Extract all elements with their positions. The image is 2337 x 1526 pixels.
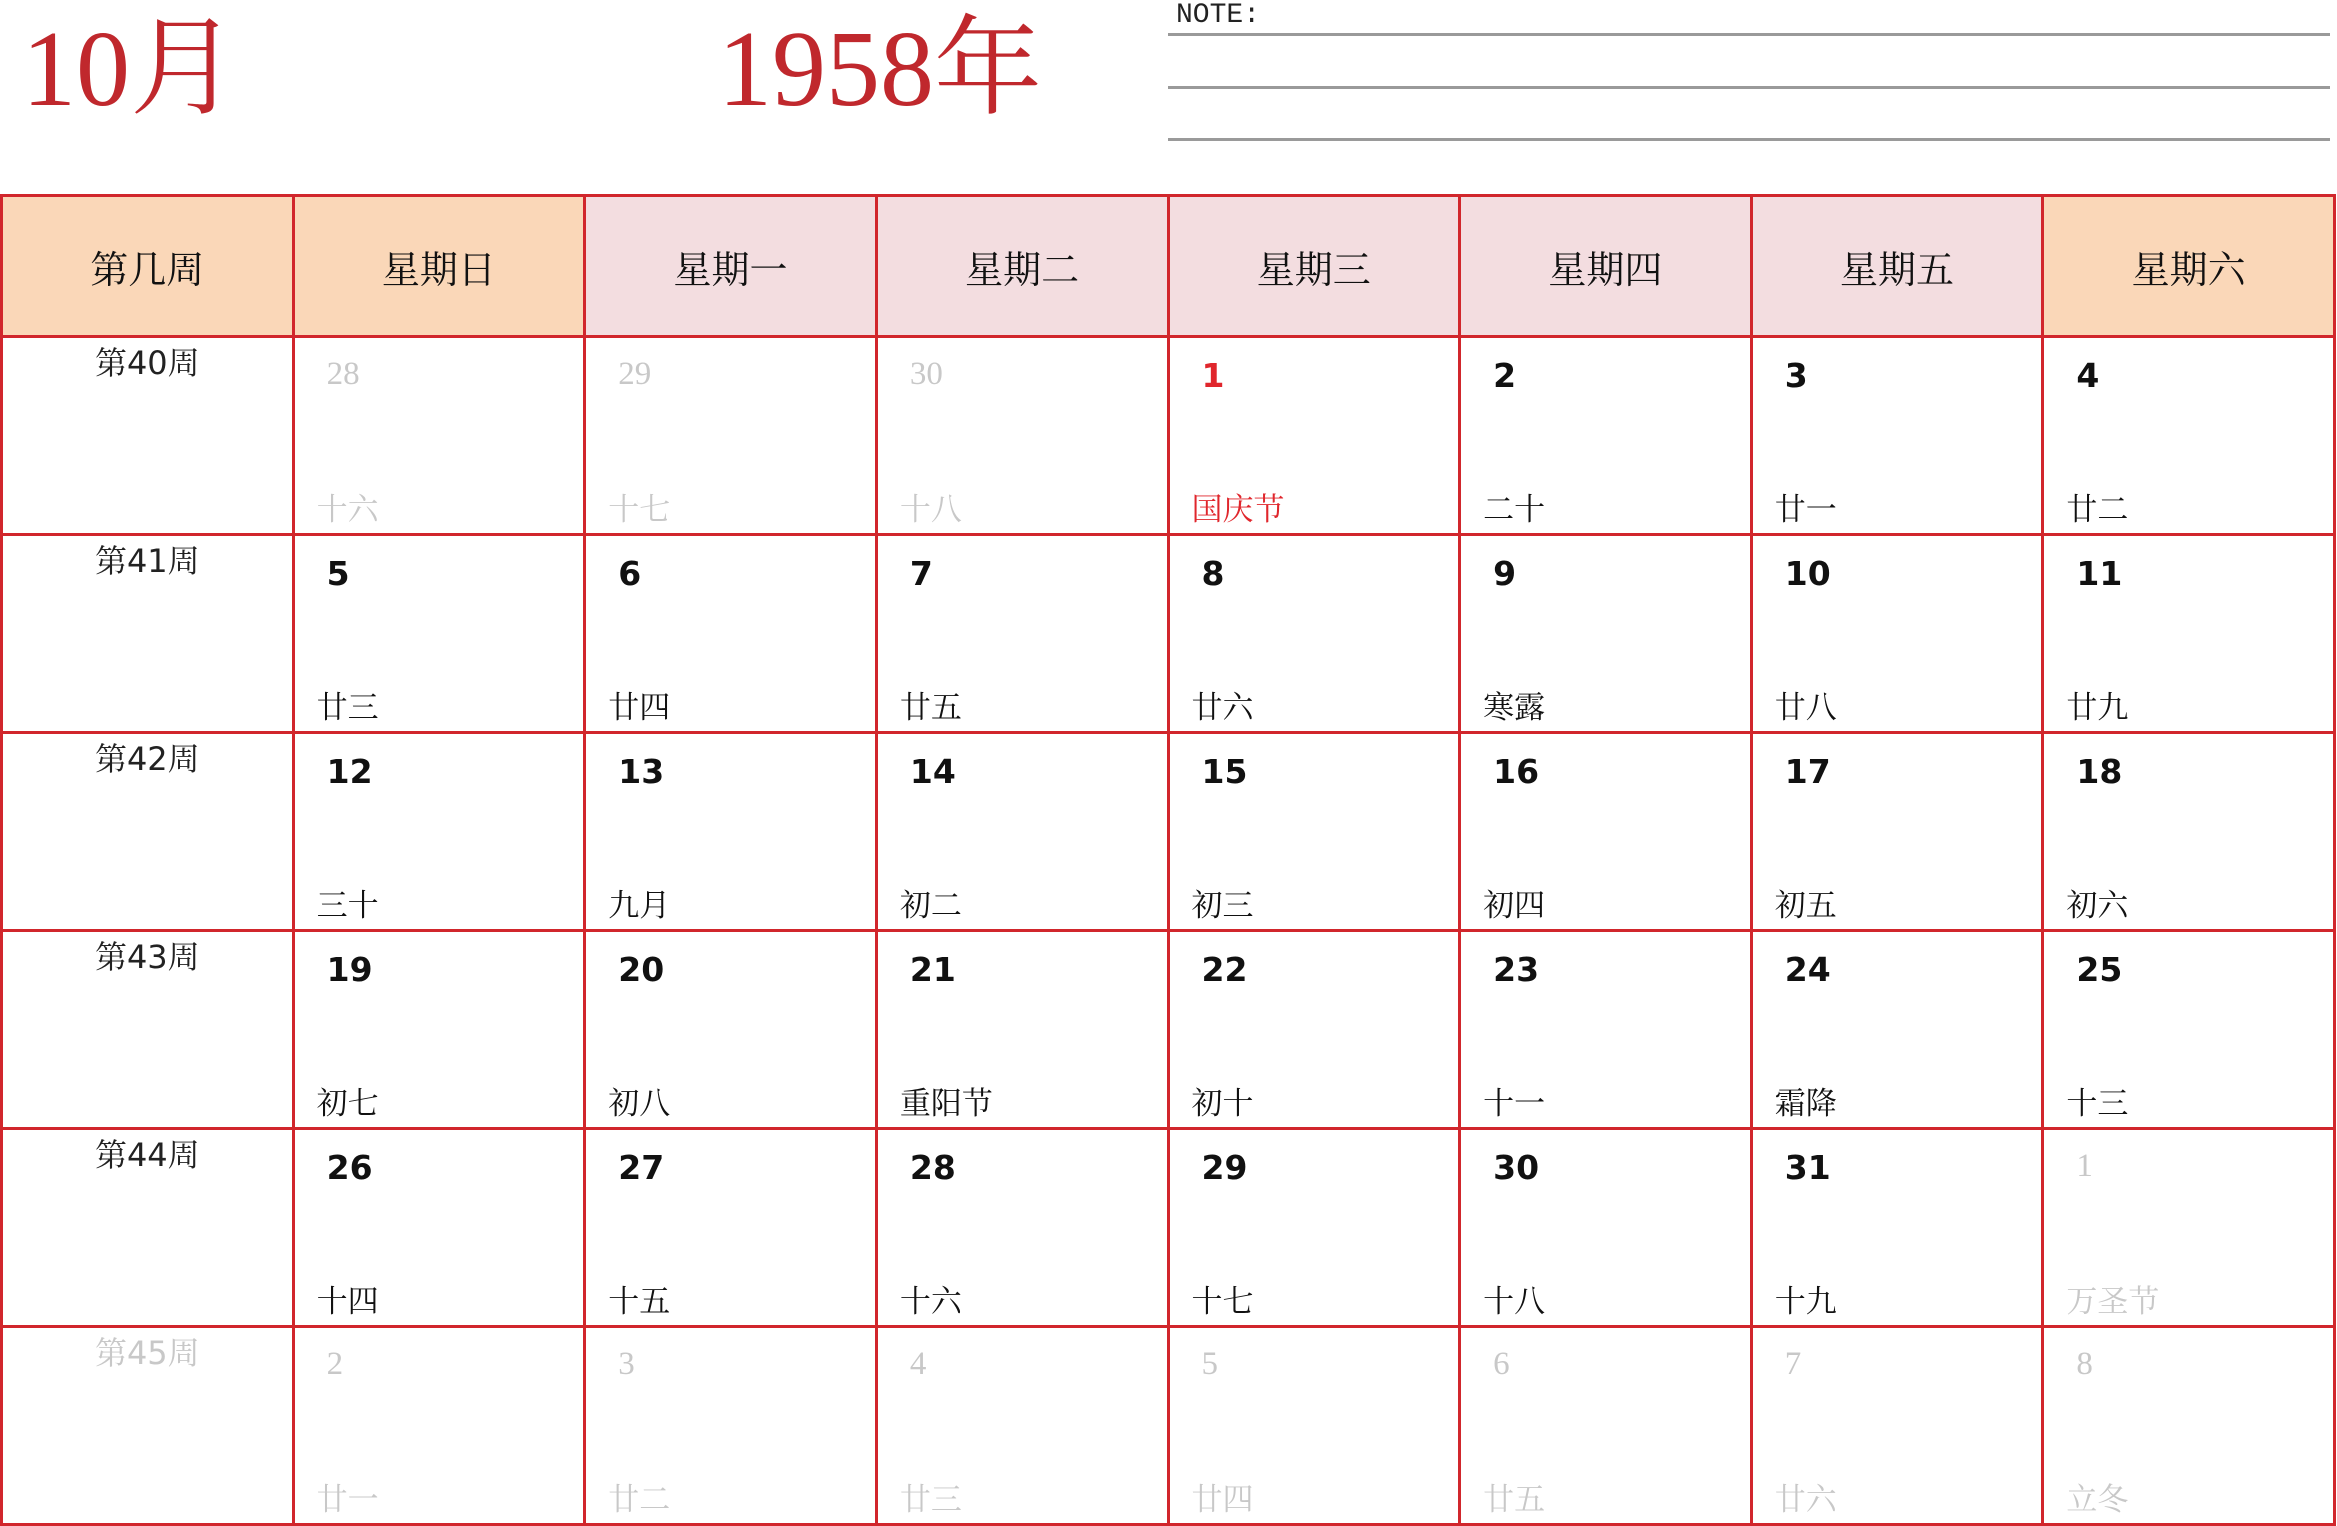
day-cell[interactable] bbox=[585, 733, 877, 931]
day-cell[interactable] bbox=[2043, 733, 2335, 931]
lunar-date: 九月 bbox=[608, 888, 671, 924]
day-number: 10 bbox=[1784, 554, 1831, 593]
lunar-date: 初二 bbox=[899, 888, 962, 924]
day-cell[interactable] bbox=[293, 1129, 585, 1327]
day-number: 4 bbox=[909, 1346, 927, 1382]
day-number: 5 bbox=[326, 554, 350, 593]
day-number: 6 bbox=[1493, 1346, 1510, 1382]
day-number: 25 bbox=[2076, 950, 2123, 989]
note-line bbox=[1168, 33, 2330, 36]
week-row bbox=[2, 1327, 2335, 1525]
year-title: 1958年 bbox=[718, 10, 1043, 129]
day-number: 28 bbox=[326, 356, 360, 392]
day-cell[interactable] bbox=[585, 337, 877, 535]
day-cell[interactable] bbox=[585, 1327, 877, 1525]
day-number: 3 bbox=[1784, 356, 1808, 395]
lunar-date: 万圣节 bbox=[2066, 1284, 2160, 1320]
day-number: 24 bbox=[1784, 950, 1831, 989]
day-number: 22 bbox=[1201, 950, 1248, 989]
lunar-date: 霜降 bbox=[1774, 1086, 1837, 1122]
header-friday: 星期五 bbox=[1751, 196, 2043, 337]
day-cell[interactable] bbox=[1460, 535, 1752, 733]
lunar-date: 廿六 bbox=[1774, 1482, 1837, 1518]
week-number-cell: 第44周 bbox=[2, 1129, 294, 1327]
lunar-date: 十八 bbox=[899, 492, 962, 528]
day-number: 18 bbox=[2076, 752, 2123, 791]
note-line bbox=[1168, 86, 2330, 89]
week-number-cell: 第45周 bbox=[2, 1327, 294, 1525]
day-number: 14 bbox=[909, 752, 956, 791]
day-number: 27 bbox=[618, 1148, 665, 1187]
header-wednesday: 星期三 bbox=[1168, 196, 1460, 337]
day-cell[interactable] bbox=[1751, 931, 2043, 1129]
day-cell[interactable] bbox=[1168, 1327, 1460, 1525]
day-number: 4 bbox=[2076, 356, 2100, 395]
lunar-date: 初八 bbox=[608, 1086, 671, 1122]
day-cell[interactable] bbox=[1168, 931, 1460, 1129]
day-number: 26 bbox=[326, 1148, 373, 1187]
day-number: 17 bbox=[1784, 752, 1831, 791]
lunar-date: 十六 bbox=[316, 492, 379, 528]
lunar-date: 初五 bbox=[1774, 888, 1837, 924]
lunar-date: 三十 bbox=[316, 888, 379, 924]
day-cell[interactable] bbox=[1460, 337, 1752, 535]
lunar-date: 廿三 bbox=[899, 1482, 962, 1518]
lunar-date: 十七 bbox=[1191, 1284, 1254, 1320]
day-number: 2 bbox=[326, 1346, 344, 1382]
header-saturday: 星期六 bbox=[2043, 196, 2335, 337]
day-cell[interactable] bbox=[585, 931, 877, 1129]
day-cell[interactable] bbox=[1751, 535, 2043, 733]
day-number: 9 bbox=[1493, 554, 1517, 593]
lunar-date: 重阳节 bbox=[899, 1086, 993, 1122]
day-number: 30 bbox=[909, 356, 943, 392]
lunar-date: 廿八 bbox=[1774, 690, 1837, 726]
day-number: 28 bbox=[909, 1148, 956, 1187]
day-number: 2 bbox=[1493, 356, 1517, 395]
day-cell[interactable] bbox=[585, 535, 877, 733]
day-cell[interactable] bbox=[876, 931, 1168, 1129]
day-cell[interactable] bbox=[293, 337, 585, 535]
lunar-date: 十三 bbox=[2066, 1086, 2129, 1122]
day-number: 13 bbox=[618, 752, 665, 791]
header-week-number: 第几周 bbox=[2, 196, 294, 337]
lunar-date: 廿二 bbox=[608, 1482, 671, 1518]
day-number: 7 bbox=[1784, 1346, 1802, 1382]
lunar-date: 十四 bbox=[316, 1284, 379, 1320]
day-number: 7 bbox=[909, 554, 933, 593]
day-cell[interactable] bbox=[2043, 931, 2335, 1129]
day-cell[interactable] bbox=[876, 337, 1168, 535]
day-cell[interactable] bbox=[2043, 1327, 2335, 1525]
lunar-date: 初六 bbox=[2066, 888, 2129, 924]
lunar-date: 十一 bbox=[1483, 1086, 1546, 1122]
day-cell[interactable] bbox=[876, 1129, 1168, 1327]
header-monday: 星期一 bbox=[585, 196, 877, 337]
lunar-date: 廿一 bbox=[1774, 492, 1837, 528]
week-number-cell: 第41周 bbox=[2, 535, 294, 733]
lunar-date: 廿五 bbox=[1483, 1482, 1546, 1518]
day-number: 12 bbox=[326, 752, 373, 791]
day-number: 16 bbox=[1493, 752, 1540, 791]
lunar-date: 初三 bbox=[1191, 888, 1254, 924]
day-cell[interactable] bbox=[1168, 337, 1460, 535]
day-number: 29 bbox=[618, 356, 652, 392]
day-number: 19 bbox=[326, 950, 373, 989]
day-number: 21 bbox=[909, 950, 956, 989]
day-cell[interactable] bbox=[1168, 1129, 1460, 1327]
day-number: 1 bbox=[2076, 1148, 2093, 1184]
day-number: 30 bbox=[1493, 1148, 1540, 1187]
day-cell[interactable] bbox=[876, 535, 1168, 733]
lunar-date: 十九 bbox=[1774, 1284, 1837, 1320]
day-cell[interactable] bbox=[1460, 931, 1752, 1129]
day-cell[interactable] bbox=[1751, 1327, 2043, 1525]
header-tuesday: 星期二 bbox=[876, 196, 1168, 337]
lunar-date: 廿二 bbox=[2066, 492, 2129, 528]
day-cell[interactable] bbox=[2043, 535, 2335, 733]
lunar-date: 初四 bbox=[1483, 888, 1546, 924]
lunar-date: 十八 bbox=[1483, 1284, 1546, 1320]
day-cell[interactable] bbox=[2043, 1129, 2335, 1327]
lunar-date: 初七 bbox=[316, 1086, 379, 1122]
lunar-date: 国庆节 bbox=[1191, 492, 1285, 528]
calendar-grid bbox=[0, 194, 2336, 1526]
day-cell[interactable] bbox=[1460, 1129, 1752, 1327]
lunar-date: 廿六 bbox=[1191, 690, 1254, 726]
week-row bbox=[2, 1129, 2335, 1327]
header-sunday: 星期日 bbox=[293, 196, 585, 337]
lunar-date: 廿一 bbox=[316, 1482, 379, 1518]
day-cell[interactable] bbox=[1460, 1327, 1752, 1525]
month-title: 10月 bbox=[22, 10, 239, 129]
calendar-body bbox=[2, 337, 2335, 1525]
day-number: 5 bbox=[1201, 1346, 1218, 1382]
day-cell[interactable] bbox=[1751, 1129, 2043, 1327]
header-thursday: 星期四 bbox=[1460, 196, 1752, 337]
lunar-date: 十五 bbox=[608, 1284, 671, 1320]
day-number: 23 bbox=[1493, 950, 1540, 989]
week-number-cell: 第42周 bbox=[2, 733, 294, 931]
lunar-date: 廿五 bbox=[899, 690, 962, 726]
day-number: 6 bbox=[618, 554, 642, 593]
note-label: NOTE: bbox=[1176, 0, 1261, 31]
lunar-date: 十六 bbox=[899, 1284, 962, 1320]
day-cell[interactable] bbox=[585, 1129, 877, 1327]
week-row bbox=[2, 733, 2335, 931]
day-number: 8 bbox=[1201, 554, 1225, 593]
day-cell[interactable] bbox=[1168, 535, 1460, 733]
day-number: 29 bbox=[1201, 1148, 1248, 1187]
lunar-date: 初十 bbox=[1191, 1086, 1254, 1122]
day-cell[interactable] bbox=[293, 733, 585, 931]
weekday-header-row bbox=[2, 196, 2335, 337]
lunar-date: 廿四 bbox=[608, 690, 671, 726]
lunar-date: 立冬 bbox=[2066, 1482, 2129, 1518]
week-number-cell: 第40周 bbox=[2, 337, 294, 535]
day-cell[interactable] bbox=[1460, 733, 1752, 931]
day-number: 20 bbox=[618, 950, 665, 989]
lunar-date: 寒露 bbox=[1483, 690, 1546, 726]
day-cell[interactable] bbox=[2043, 337, 2335, 535]
day-number: 1 bbox=[1201, 356, 1225, 395]
day-cell[interactable] bbox=[876, 1327, 1168, 1525]
note-line bbox=[1168, 138, 2330, 141]
day-cell[interactable] bbox=[293, 931, 585, 1129]
lunar-date: 廿四 bbox=[1191, 1482, 1254, 1518]
week-row bbox=[2, 337, 2335, 535]
day-cell[interactable] bbox=[1751, 733, 2043, 931]
day-number: 31 bbox=[1784, 1148, 1831, 1187]
day-number: 3 bbox=[618, 1346, 635, 1382]
day-cell[interactable] bbox=[1168, 733, 1460, 931]
lunar-date: 廿九 bbox=[2066, 690, 2129, 726]
week-row bbox=[2, 535, 2335, 733]
week-number-cell: 第43周 bbox=[2, 931, 294, 1129]
day-cell[interactable] bbox=[1751, 337, 2043, 535]
day-cell[interactable] bbox=[293, 535, 585, 733]
lunar-date: 廿三 bbox=[316, 690, 379, 726]
lunar-date: 二十 bbox=[1483, 492, 1546, 528]
lunar-date: 十七 bbox=[608, 492, 671, 528]
day-cell[interactable] bbox=[876, 733, 1168, 931]
day-number: 15 bbox=[1201, 752, 1248, 791]
day-number: 8 bbox=[2076, 1346, 2093, 1382]
week-row bbox=[2, 931, 2335, 1129]
day-number: 11 bbox=[2076, 554, 2123, 593]
day-cell[interactable] bbox=[293, 1327, 585, 1525]
